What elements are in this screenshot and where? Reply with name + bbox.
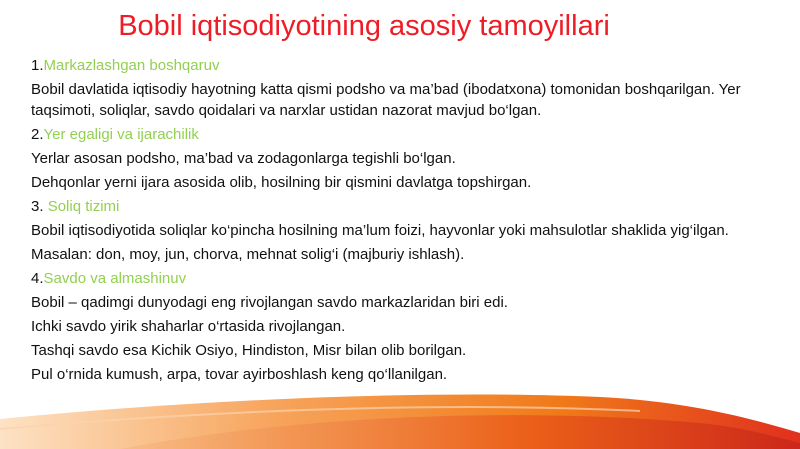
paragraph: Bobil – qadimgi dunyodagi eng rivojlangan savdo markazlaridan biri edi.: [31, 294, 508, 311]
paragraph: Masalan: don, moy, jun, chorva, mehnat solig‘i (majburiy ishlash).: [31, 246, 465, 263]
paragraph: Ichki savdo yirik shaharlar o‘rtasida rivojlangan.: [31, 318, 346, 335]
paragraph: Pul o‘rnida kumush, arpa, tovar ayirboshlash keng qo‘llanilgan.: [31, 366, 448, 383]
section-label: Savdo va almashinuv: [43, 270, 187, 287]
section-label: Yer egaligi va ijarachilik: [43, 126, 199, 143]
section-heading-2: [31, 124, 771, 145]
section-label: Markazlashgan boshqaruv: [43, 57, 220, 74]
section-heading-1: [31, 55, 771, 76]
section-number: 2.: [31, 126, 44, 143]
paragraph: Bobil davlatida iqtisodiy hayotning katta qismi podsho va ma’bad (ibodatxona) tomonidan boshqarilgan. Yer taqsimoti, soliqlar, savdo qoidalari va narxlar ustidan nazorat mavjud bo‘lgan.: [31, 81, 741, 119]
section-number: 3.: [31, 198, 48, 215]
paragraph: Dehqonlar yerni ijara asosida olib, hosilning bir qismini davlatga topshirgan.: [31, 174, 532, 191]
paragraph: Bobil iqtisodiyotida soliqlar ko‘pincha hosilning ma’lum foizi, hayvonlar yoki mahsulotlar shaklida yig‘ilgan.: [31, 222, 729, 239]
section-heading-4: [31, 268, 771, 289]
section-number: 1.: [31, 57, 44, 74]
section-label: Soliq tizimi: [47, 198, 120, 215]
slide-content: [31, 55, 771, 388]
section-heading-3: [31, 196, 771, 217]
slide-title: Bobil iqtisodiyotining asosiy tamoyillari: [118, 10, 610, 42]
decorative-swoosh: [0, 389, 800, 449]
paragraph: Yerlar asosan podsho, ma’bad va zodagonlarga tegishli bo‘lgan.: [31, 150, 456, 167]
section-number: 4.: [31, 270, 44, 287]
paragraph: Tashqi savdo esa Kichik Osiyo, Hindiston, Misr bilan olib borilgan.: [31, 342, 467, 359]
